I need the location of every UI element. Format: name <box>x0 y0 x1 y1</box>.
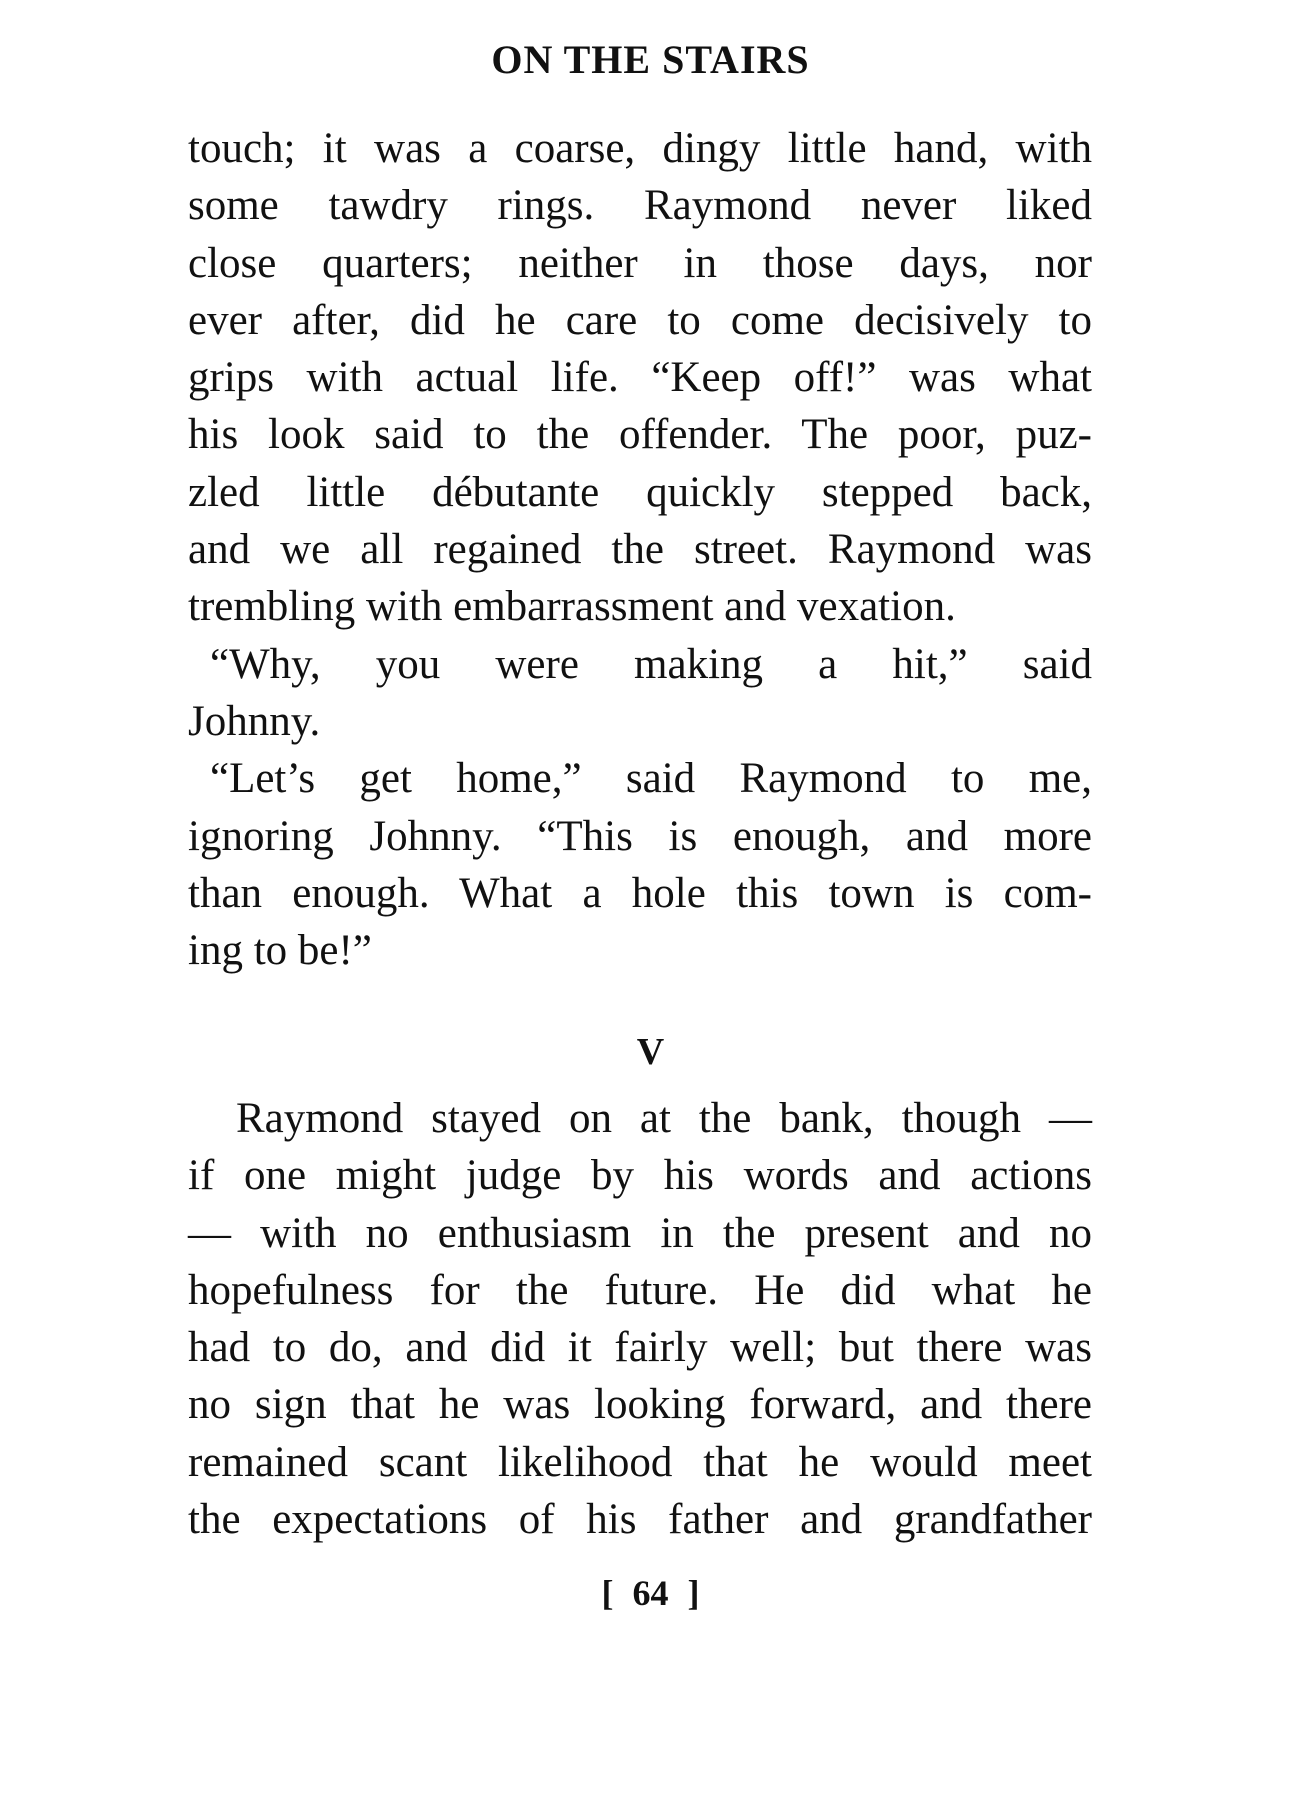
text-line: “Why, you were making a hit,” said <box>210 640 1092 688</box>
text-line: hopefulness for the future. He did what he <box>188 1266 1092 1314</box>
paragraph-block-2 <box>188 1090 1092 1548</box>
text-line: no sign that he was looking forward, and there <box>188 1381 1092 1429</box>
running-head: ON THE STAIRS <box>491 37 810 82</box>
text-line: some tawdry rings. Raymond never liked <box>188 182 1092 230</box>
text-line: ignoring Johnny. “This is enough, and more <box>188 812 1092 860</box>
text-line: — with no enthusiasm in the present and no <box>188 1209 1092 1257</box>
text-line: ever after, did he care to come decisively to <box>188 296 1092 344</box>
text-line: remained scant likelihood that he would meet <box>188 1438 1092 1486</box>
text-line: trembling with embarrassment and vexation. <box>188 583 956 631</box>
section-numeral: V <box>636 1031 665 1073</box>
text-line: touch; it was a coarse, dingy little hand, with <box>188 125 1092 172</box>
text-line: than enough. What a hole this town is com- <box>188 869 1092 917</box>
text-line: grips with actual life. “Keep off!” was what <box>188 354 1092 402</box>
text-line: if one might judge by his words and actions <box>188 1152 1092 1200</box>
text-line: Johnny. <box>188 697 321 745</box>
text-line: zled little débutante quickly stepped back, <box>188 468 1092 516</box>
text-line: “Let’s get home,” said Raymond to me, <box>210 755 1092 803</box>
paragraph-block-1 <box>188 120 1092 979</box>
text-line: Raymond stayed on at the bank, though — <box>236 1095 1092 1142</box>
text-line: close quarters; neither in those days, nor <box>188 239 1092 287</box>
page-number: [ 64 ] <box>601 1573 700 1613</box>
text-line: his look said to the offender. The poor, puz- <box>188 411 1092 459</box>
text-line: and we all regained the street. Raymond was <box>188 526 1092 574</box>
text-line: the expectations of his father and grandfather <box>188 1496 1092 1544</box>
text-line: ing to be!” <box>188 927 372 975</box>
text-line: had to do, and did it fairly well; but there was <box>188 1324 1092 1372</box>
